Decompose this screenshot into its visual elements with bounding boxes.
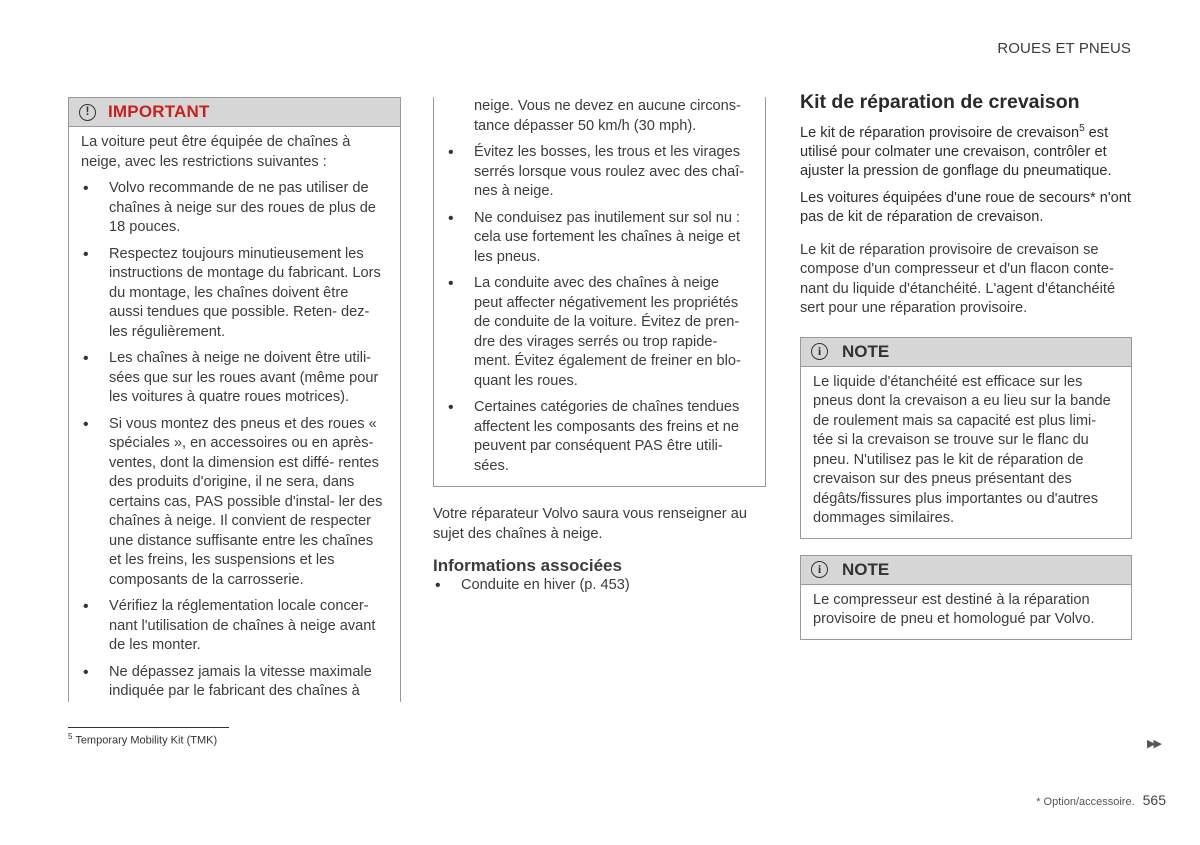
accessory-note: * Option/accessoire. [1036,796,1135,808]
related-link[interactable]: • Conduite en hiver (p. 453) [433,576,766,596]
important-list [81,179,386,702]
important-list-continued [446,143,751,476]
page-footer [1036,792,1166,808]
related-info-heading: Informations associées [433,556,622,575]
footnote [68,732,217,747]
list-item: • Ne conduisez pas inutilement sur sol nu : cela use fortement les chaînes à neige et les pneus. [446,209,751,268]
footnote-divider [68,727,229,728]
kit-intro-paragraph [800,119,1132,182]
note-label: NOTE [842,560,890,580]
dealer-paragraph: Votre réparateur Volvo saura vous renseigner au sujet des chaînes à neige. [433,506,747,542]
note-header [801,338,1131,367]
info-circle-icon: i [811,343,828,360]
column-2 [433,97,766,602]
kit-intro-text: Le kit de réparation provisoire de crevaison [800,124,1080,141]
important-label: IMPORTANT [108,102,210,122]
list-item: • La conduite avec des chaînes à neige peut affecter négativement les propriétés de conduite de la voiture. Évitez de pren- dre des virages serrés ou trop rapide- ment. Évitez également de freiner en blo- quant les roues. [446,274,751,391]
exclamation-circle-icon: ! [79,104,96,121]
double-chevron-right-icon[interactable]: ▶▶ [1147,738,1160,750]
footnote-number: 5 [68,732,73,741]
list-item: • Si vous montez des pneus et des roues « spéciales », en accessoires ou en après-ventes, dont la dimension est diffé- rentes des produits d'origine, il ne sera, dans certains cas, PAS possible d'instal- ler des chaînes à neige. Il convient de respecter une distance suffisante entre les chaînes et les freins, les suspensions et les composants de la carrosserie. [81,415,386,591]
note-text: Le compresseur est destiné à la réparation provisoire de pneu et homologué par Volvo. [813,591,1095,628]
list-item: • Évitez les bosses, les trous et les virages serrés lorsque vous roulez avec des chaî- nes à neige. [446,143,751,202]
list-item: • Les chaînes à neige ne doivent être utili- sées que sur les roues avant (même pour les voitures à quatre roues motrices). [81,349,386,408]
footnote-text: Temporary Mobility Kit (TMK) [75,734,218,747]
important-intro: La voiture peut être équipée de chaînes à neige, avec les restrictions suivantes : [81,134,351,170]
list-item: • Vérifiez la réglementation locale concer- nant l'utilisation de chaînes à neige avant de les monter. [81,597,386,656]
note-header [801,556,1131,585]
note-text: Le liquide d'étanchéité est efficace sur les pneus dont la crevaison a eu lieu sur la bande de roulement mais sa capacité est plus limi- tée si la crevaison se trouve sur le flanc du pneu. N'utilisez pas le kit de réparation de crevaison sur des pneus présentant des dégâts/fissures plus importantes ou d'autres dommages similaires. [813,373,1111,527]
important-box-continued [433,97,766,487]
footnote-ref[interactable]: 5 [1079,122,1085,134]
list-item: • Volvo recommande de ne pas utiliser de chaînes à neige sur des roues de plus de 18 pouces. [81,179,386,238]
list-item: • Certaines catégories de chaînes tendues affectent les composants des freins et ne peuvent par conséquent PAS être utili- sées. [446,398,751,476]
list-item: • Respectez toujours minutieusement les instructions de montage du fabricant. Lors du montage, les chaînes doivent être aussi tendues que possible. Reten- dez-les régulièrement. [81,245,386,343]
note-box-2 [800,555,1132,640]
page-number: 565 [1142,792,1166,808]
important-header [69,97,400,127]
note-label: NOTE [842,342,890,362]
important-box [68,97,401,702]
info-circle-icon: i [811,561,828,578]
important-continuation: neige. Vous ne devez en aucune circons- tance dépasser 50 km/h (30 mph). [474,98,741,134]
spare-wheel-paragraph: Les voitures équipées d'une roue de secours* n'ont pas de kit de réparation de crevaison. [800,189,1131,226]
list-item: • Ne dépassez jamais la vitesse maximale indiquée par le fabricant des chaînes à [81,663,386,702]
section-title: ROUES ET PNEUS [997,40,1131,57]
column-3 [800,93,1132,640]
page-heading: Kit de réparation de crevaison [800,91,1080,113]
kit-composition-paragraph: Le kit de réparation provisoire de crevaison se compose d'un compresseur et d'un flacon conte- nant du liquide d'étanchéité. L'agent d'étanchéité sert pour une réparation provisoire. [800,241,1116,317]
kit-intro-text-end: est utilisé pour colmater une crevaison, contrôler et ajuster la pression de gonflage du pneumatique. [800,124,1112,180]
related-list [433,576,766,596]
note-box-1 [800,337,1132,539]
important-body [69,127,400,702]
column-1 [68,97,401,702]
